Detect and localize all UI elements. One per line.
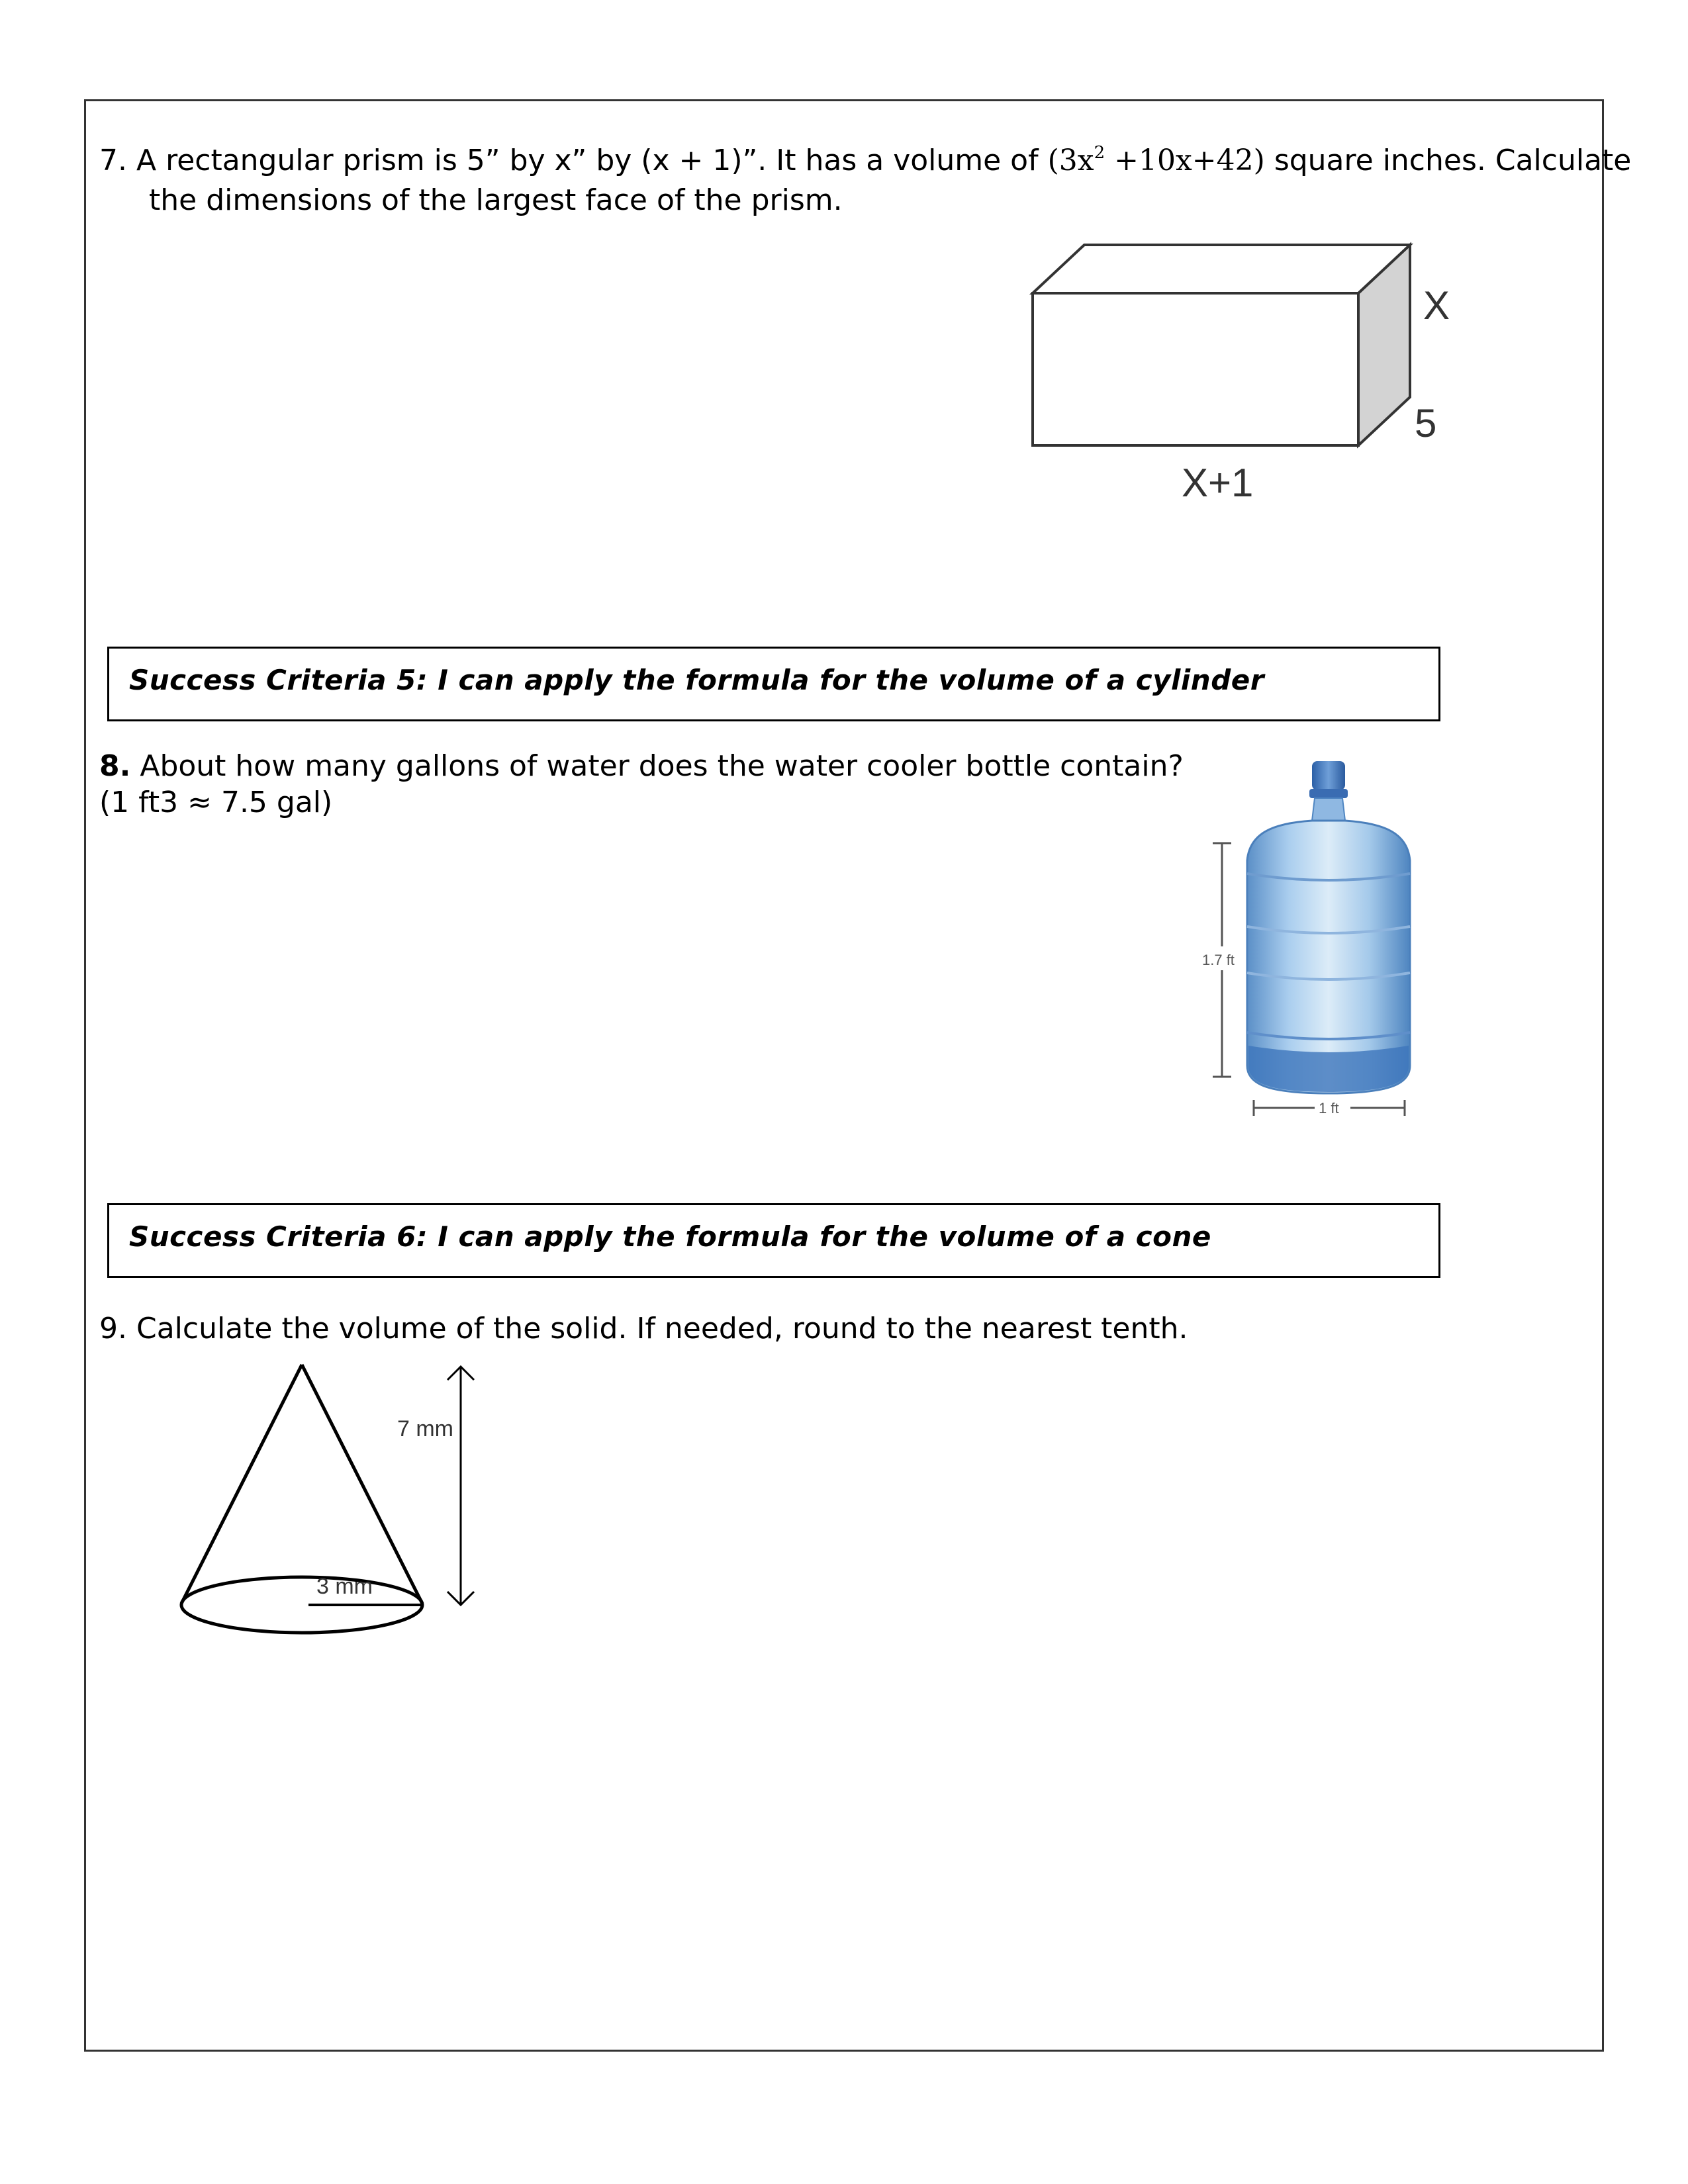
bottle-cap [1312,761,1345,790]
bottle-label-width: 1 ft [1319,1100,1339,1116]
success-criteria-5-text: Success Criteria 5: I can apply the formula for the volume of a cylinder [129,664,1264,696]
cone-label-radius: 3 mm [316,1574,373,1599]
q8-number: 8. [99,749,131,783]
q8-line2: (1 ft3 ≈ 7.5 gal) [99,786,333,819]
q8-line1 [99,747,1184,786]
cone-left-edge [181,1365,302,1604]
q7-line2: the dimensions of the largest face of the prism. [149,183,843,217]
success-criteria-5-box [107,647,1440,721]
q7-line1 [99,141,1631,181]
water-bottle-figure [1198,754,1417,1125]
success-criteria-6-box [107,1203,1440,1278]
cone-right-edge [302,1365,422,1604]
q7-volume-expression: $(3x^2 +10x+42)$ [1047,143,1265,177]
cone-figure [165,1350,510,1628]
q9-line1 [99,1309,1188,1349]
prism-figure [1019,238,1483,516]
prism-label-depth: 5 [1415,401,1437,445]
prism-top-face [1033,245,1410,293]
q9-text: Calculate the volume of the solid. If needed, round to the nearest tenth. [136,1312,1188,1345]
q7-text-after: square inches. Calculate [1274,144,1632,177]
prism-label-length: X+1 [1182,461,1254,505]
success-criteria-6-text: Success Criteria 6: I can apply the formula for the volume of a cone [129,1220,1211,1253]
q7-number: 7. [99,144,127,177]
bottle-label-height: 1.7 ft [1202,952,1235,968]
prism-front-face [1033,293,1358,445]
cone-label-height: 7 mm [397,1416,453,1441]
prism-label-height: X [1423,283,1450,328]
q8-text: About how many gallons of water does the water cooler bottle contain? [140,749,1184,783]
q9-number: 9. [99,1312,127,1345]
q7-text-before: A rectangular prism is 5” by x” by (x + 1)”. It has a volume of [136,144,1039,177]
